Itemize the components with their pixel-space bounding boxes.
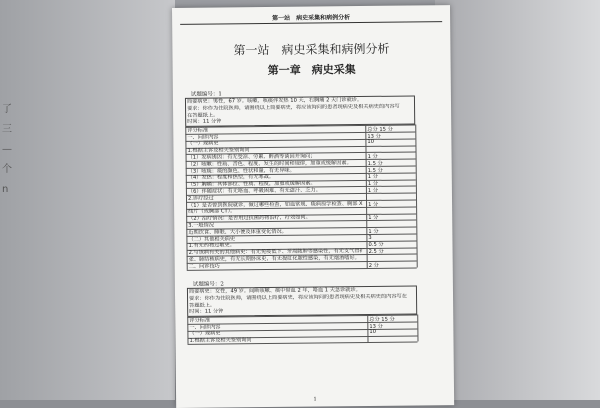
criteria-label: （1）发病诱因：有无受凉、劳累、醉酒等诱因并询问； — [187, 153, 316, 161]
case-requirement-cont: 在答题纸上。 — [187, 112, 219, 119]
criteria-label: （二）其他相关病史 — [188, 235, 236, 243]
background-right — [435, 0, 600, 400]
page-title: 第一站 病史采集和病例分析 — [233, 41, 390, 58]
criteria-score: 0.5 分 — [368, 242, 384, 249]
criteria-label: 近期饮食、睡眠、大小便及体重变化情况。 — [188, 228, 287, 236]
criteria-label: 1.根据主诉及相关鉴别询问 — [189, 337, 252, 344]
background-left — [0, 0, 175, 400]
criteria-score: 1 分 — [367, 180, 379, 188]
criteria-label: （一）现病史 — [187, 140, 219, 148]
case-number: 试题编号：2 — [192, 281, 224, 288]
criteria-label: 2.诊疗经过 — [187, 195, 214, 202]
criteria-label: 张、肺结核病史，有无长期卧床史，有无提肛化脓性感染，有无烟酒嗜好。 — [188, 254, 360, 263]
criteria-score: 13 分 — [367, 133, 381, 140]
criteria-score: 3 — [368, 234, 372, 241]
case-time: 时间：11 分钟 — [187, 118, 222, 126]
criteria-label: （3）咳痰：痰的颜色、性状和量，有无异味。 — [187, 167, 295, 175]
criteria-score: 1 分 — [367, 153, 378, 160]
case-brief: 简要病史：男性，67 岁。咳嗽、咳痰伴发热 10 天，右胸痛 2 天门诊就诊。 — [186, 97, 363, 105]
criteria-label: 3.一般情况 — [188, 222, 215, 229]
criteria-label: 评分标准 — [187, 127, 209, 134]
criteria-label: 评分标准 — [189, 317, 211, 324]
criteria-label: （2）咳嗽：性质、音色、程度、发生的时间和规律，加重或缓解因素。 — [187, 159, 352, 168]
criteria-score: 1.5 分 — [367, 160, 383, 167]
case-requirement: 要求：你作为住院医师，请围绕以上简要病史，将应该询问的患者现病史及相关病史的内容写在 — [189, 293, 407, 302]
criteria-label: 二、问诊技巧 — [188, 263, 220, 270]
table-border-right — [415, 125, 417, 268]
criteria-label: 一、问诊内容 — [189, 324, 221, 331]
bg-char: 个 — [2, 164, 12, 175]
background-partial-text — [2, 100, 12, 200]
page-number: 1 — [313, 396, 317, 403]
case-time: 时间：11 分钟 — [189, 308, 224, 316]
criteria-label: （一）现病史 — [189, 330, 221, 338]
criteria-label: 一、问诊内容 — [187, 134, 219, 141]
criteria-score: 1 分 — [367, 187, 379, 194]
criteria-score: 总分 15 分 — [369, 316, 395, 323]
bg-char: — — [2, 144, 12, 155]
score-column-divider — [365, 125, 367, 268]
criteria-label: 1.根据主诉及相关鉴别询问 — [187, 147, 250, 154]
running-header: 第一站 病史采集和病例分析 — [272, 14, 351, 22]
criteria-score: 1 分 — [368, 228, 379, 235]
criteria-label: （4）发热：程度和热型，有无寒战。 — [187, 174, 275, 182]
case-requirement: 要求：你作为住院医师，请围绕以上简要病史，将应该询问的患者现病史及相关病史的内容写 — [187, 103, 400, 112]
criteria-label: 线片（或胸部 CT）。 — [188, 208, 236, 216]
criteria-score: 13 分 — [369, 323, 383, 330]
bg-char: 了 — [2, 104, 12, 115]
case-number: 试题编号：1 — [190, 91, 222, 98]
criteria-label: （2）治疗情况：是否用过抗菌药物治疗，疗效如何。 — [188, 214, 311, 222]
criteria-score: 10 — [369, 329, 377, 336]
criteria-score: 1 分 — [367, 174, 378, 181]
criteria-score: 2 分 — [368, 262, 379, 269]
chapter-title: 第一章 病史采集 — [267, 63, 356, 78]
criteria-score: 1 分 — [368, 201, 379, 208]
document-page — [172, 5, 454, 408]
case-brief: 简要病史：女性，49 岁。间断咳嗽、痰中带血 2 年，咯血 1 天急诊就诊。 — [188, 287, 361, 295]
criteria-label: 1.有无药物过敏史。 — [188, 242, 235, 250]
table-border-right — [417, 315, 418, 342]
bg-char: n — [2, 184, 9, 195]
criteria-label: 2.与该病有关的其他病史：有无免疫低下、牙周脓肿等感染性，有无支气管扩 — [188, 248, 365, 256]
criteria-label: （1）是否曾到医院就诊，做过哪些检查，如血常规、痰病原学检查、胸部 X — [188, 200, 363, 209]
criteria-score: 1.5 分 — [367, 167, 383, 174]
case-requirement-cont: 答题纸上。 — [189, 302, 216, 309]
criteria-score: 10 — [367, 139, 375, 146]
criteria-label: （5）胸痛：具体部位、性质、程度，加重或缓解因素。 — [187, 180, 316, 188]
bg-char: 三 — [2, 124, 12, 135]
criteria-score: 1 分 — [368, 214, 379, 222]
criteria-score: 2.5 分 — [368, 248, 384, 256]
criteria-score: 总分 15 分 — [367, 126, 393, 133]
criteria-label: （6）伴随症状：有无咯血、呼吸困难、有无盗汗、乏力。 — [187, 187, 321, 195]
